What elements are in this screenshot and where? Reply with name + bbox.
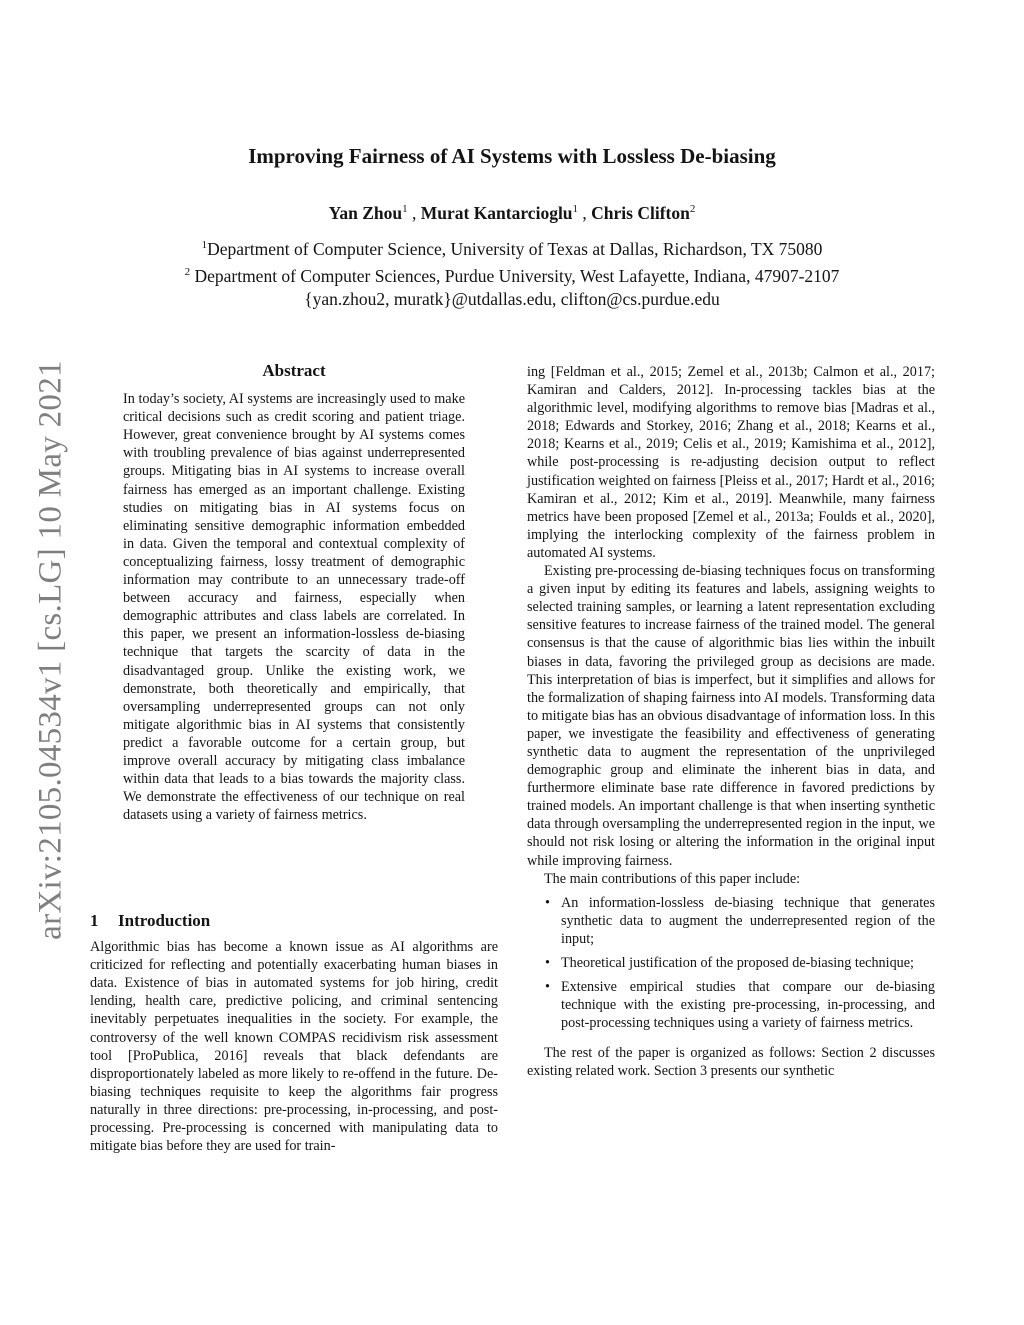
abstract-text: In today’s society, AI systems are increasingly used to make critical decisions such as credit scoring and patient triage. However, great convenience brought by AI systems comes with troubling prevalence of bias against underrepresented groups. Mitigating bias in AI systems to increase overall fairness has emerged as an important challenge. Existing studies on mitigating bias in AI systems focus on eliminating sensitive demographic information embedded in data. Given the temporal and contextual complexity of conceptualizing fairness, lossy treatment of demographic information may contribute to an unnecessary trade-off between accuracy and fairness, especially when demographic attributes and class labels are correlated. In this paper, we present an information-lossless de-biasing technique that targets the scarcity of data in the disadvantaged group. Unlike the existing work, we demonstrate, both theoretically and empirically, that oversampling underrepresented groups can not only mitigate algorithmic bias in AI systems that consistently predict a favorable outcome for a certain group, but improve overall accuracy by mitigating class imbalance within data that leads to a bias towards the majority class. We demonstrate the effectiveness of our technique on real datasets using a variety of fairness metrics.	[123, 391, 465, 824]
affiliation-text: Department of Computer Sciences, Purdue University, West Lafayette, Indiana, 47907-2107	[190, 265, 840, 286]
author-name: Murat Kantarcioglu	[420, 203, 573, 223]
affiliation-mark: 1	[201, 239, 208, 251]
contributions-intro: The main contributions of this paper include:	[544, 870, 801, 887]
body-paragraph: Existing pre-processing de-biasing techniques focus on transforming a given input by editing its features and labels, assigning weights to selected training samples, or learning a latent representation excluding sensitive features to increase fairness of the trained model. The general consensus is that the cause of algorithmic bias lies within the inbuilt biases in data, favoring the privileged group as decisions are made. This interpretation of bias is imperfect, but it simplifies and allows for the formalization of shaping fairness into AI models. Transforming data to mitigate bias has an obvious disadvantage of information loss. In this paper, we investigate the feasibility and effectiveness of generating synthetic data to augment the representation of the unprivileged demographic group and eliminate the inherent bias in data, and furthermore eliminate base rate difference in favored predictions by trained models. An important challenge is that when inserting synthetic data through oversampling the underrepresented region in the input, we should not risk losing or altering the information in the original input while improving fairness.	[527, 563, 935, 869]
affiliation-text: Department of Computer Science, University of Texas at Dallas, Richardson, TX 75080	[207, 238, 823, 259]
author-name: Chris Clifton	[591, 203, 690, 223]
abstract-section	[123, 362, 465, 824]
author-emails: {yan.zhou2, muratk}@utdallas.edu, clifton@cs.purdue.edu	[304, 288, 720, 309]
author-list	[0, 203, 1024, 224]
author-separator: ,	[407, 203, 421, 223]
right-column	[527, 363, 935, 1081]
arxiv-identifier: arXiv:2105.04534v1 [cs.LG] 10 May 2021	[32, 360, 69, 940]
body-paragraph: Algorithmic bias has become a known issue as AI algorithms are criticized for reflecting and potentially exacerbating human biases in data. Existence of bias in automated systems for job hiring, credit lending, health care, predictive policing, and criminal sentencing inevitably perpetuates inequalities in the society. For example, the controversy of the well known COMPAS recidivism risk assessment tool [ProPublica, 2016] reveals that black defendants are disproportionately labeled as more likely to re-offend in the future. De-biasing techniques requisite to keep the algorithms fair progress naturally in three directions: pre-processing, in-processing, and post-processing. Pre-processing is concerned with manipulating data to mitigate bias before they are used for train-	[90, 939, 498, 1155]
paper-title: Improving Fairness of AI Systems with Lossless De-biasing	[248, 144, 776, 168]
introduction-section	[90, 912, 498, 1155]
author-name: Yan Zhou	[328, 203, 403, 223]
contributions-list	[527, 894, 935, 1033]
affiliation-mark: 2	[689, 203, 696, 216]
section-heading	[90, 912, 498, 930]
affiliation-line	[0, 261, 1024, 288]
list-item: • An information-lossless de-biasing technique that generates synthetic data to augment the underrepresented region of the input;	[527, 894, 935, 948]
affiliation-line	[0, 234, 1024, 261]
section-number: 1	[90, 911, 99, 930]
abstract-heading: Abstract	[262, 361, 326, 380]
affiliation-mark: 2	[184, 265, 191, 278]
affiliations	[0, 234, 1024, 311]
body-paragraph: ing [Feldman et al., 2015; Zemel et al., 2013b; Calmon et al., 2017; Kamiran and Calders, 2012]. In-processing tackles bias at the algorithmic level, modifying algorithms to remove bias [Madras et al., 2018; Edwards and Storkey, 2016; Zhang et al., 2018; Kearns et al., 2018; Kearns et al., 2019; Celis et al., 2019; Kamishima et al., 2012], while post-processing is re-adjusting decision output to reflect justification weighted on fairness [Pleiss et al., 2017; Hardt et al., 2016; Kamiran et al., 2012; Kim et al., 2019]. Meanwhile, many fairness metrics have been proposed [Zemel et al., 2013a; Foulds et al., 2020], implying the interlocking complexity of the fairness problem in automated AI systems.	[527, 364, 935, 561]
section-title: Introduction	[118, 911, 211, 930]
list-item: • Theoretical justification of the proposed de-biasing technique;	[527, 954, 935, 972]
affiliation-mark: 1	[402, 203, 408, 216]
body-paragraph: The rest of the paper is organized as follows: Section 2 discusses existing related work. Section 3 presents our synthetic	[527, 1045, 935, 1080]
list-item: • Extensive empirical studies that compare our de-biasing technique with the existing pre-processing, in-processing, and post-processing techniques using a variety of fairness metrics.	[527, 978, 935, 1032]
affiliation-mark: 1	[572, 203, 579, 216]
author-separator: ,	[578, 203, 592, 223]
